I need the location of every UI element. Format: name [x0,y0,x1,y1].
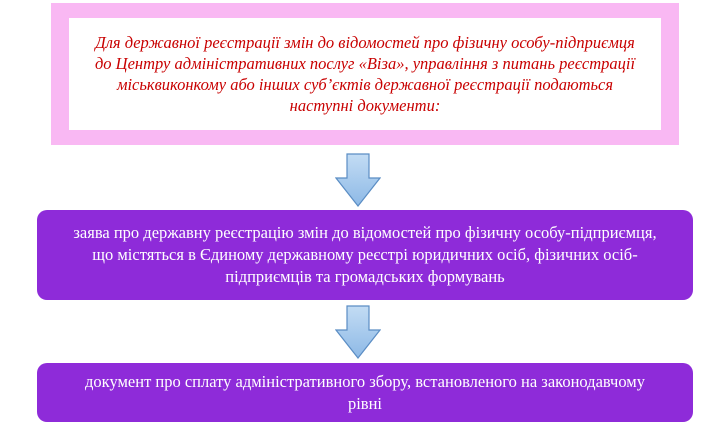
step-box-payment [37,363,693,422]
header-frame [51,3,679,145]
step-box-application [37,210,693,300]
down-arrow-icon [335,305,381,359]
header-box [69,18,661,130]
step-text-payment: документ про сплату адміністративного збору, встановленого на законодавчому рівні [85,371,645,413]
step-text-application: заява про державну реєстрацію змін до відомостей про фізичну особу-підприємця, що містяться в Єдиному державному реєстрі юридичних осіб, фізичних осіб-підприємців та громадських формувань [73,223,657,286]
down-arrow-icon [335,153,381,207]
header-text: Для державної реєстрації змін до відомостей про фізичну особу-підприємця до Центру адміністративних послуг «Віза», управління з питань реєстрації міськвиконкому або інших суб’єктів державної реєстрації подаються наступні документи: [94,33,636,115]
